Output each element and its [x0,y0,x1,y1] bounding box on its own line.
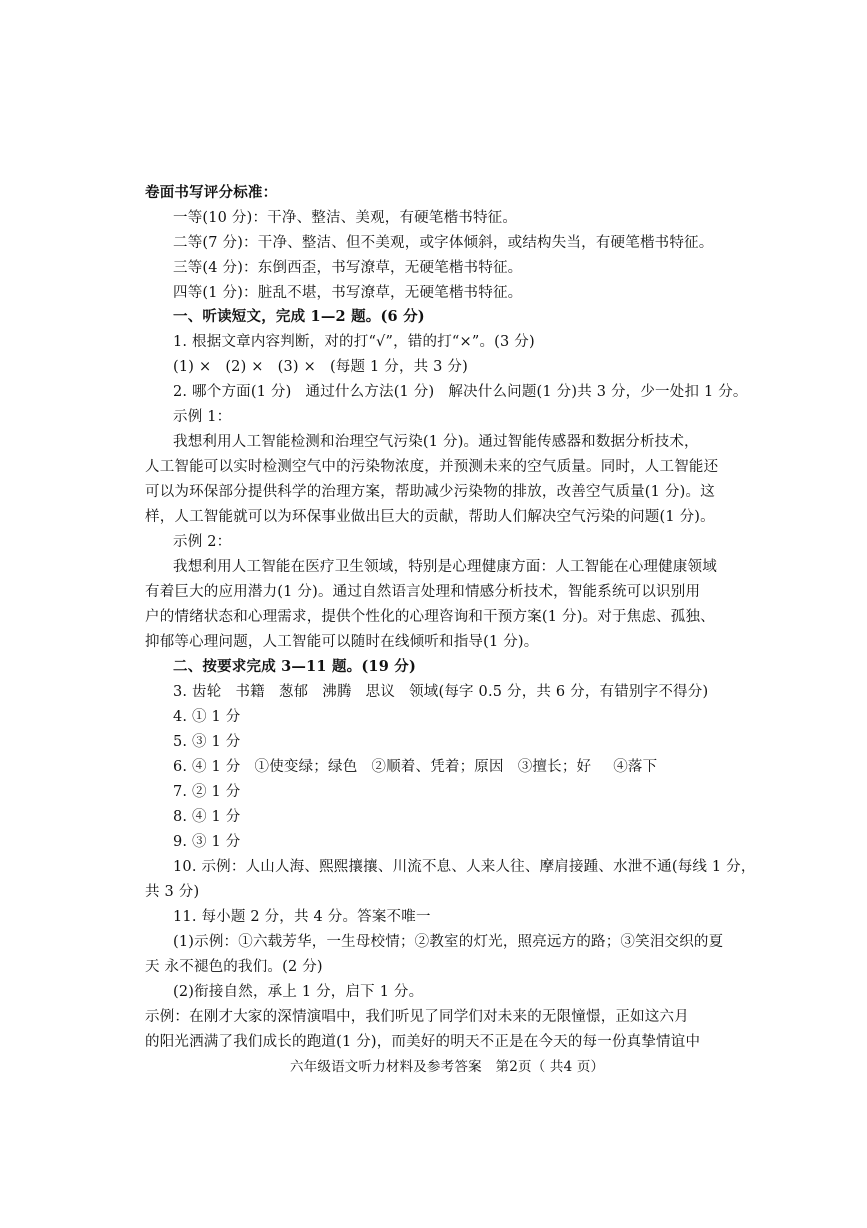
q6-part: ④落下 [613,759,658,775]
q1-answer-1: (1) × [173,359,212,375]
example1-line: 人工智能可以实时检测空气中的污染物浓度，并预测未来的空气质量。同时，人工智能还 [145,459,719,475]
example2-line: 有着巨大的应用潜力(1 分)。通过自然语言处理和情感分析技术，智能系统可以识别用 [145,584,701,600]
q10-answer-line: 共 3 分) [145,884,200,900]
q3-word: 书籍 [235,684,265,700]
q11-2-line: (2)衔接自然，承上 1 分，启下 1 分。 [173,984,424,1000]
grade-1: 一等(10 分)：干净、整洁、美观，有硬笔楷书特征。 [173,210,518,226]
section1-heading: 一、听读短文，完成 1—2 题。(6 分) [173,308,425,325]
q3-word: 沸腾 [322,684,352,700]
example2-line: 户的情绪状态和心理需求，提供个性化的心理咨询和干预方案(1 分)。对于焦虑、孤独、 [145,609,715,625]
section2-heading: 二、按要求完成 3—11 题。(19 分) [173,658,417,675]
q1-answer-3: (3) × [277,359,316,375]
example1-line: 我想利用人工智能检测和治理空气污染(1 分)。通过智能传感器和数据分析技术， [173,434,699,450]
q11-example-line: 的阳光洒满了我们成长的跑道(1 分)，而美好的明天不正是在今天的每一份真挚情谊中 [145,1034,701,1050]
q6-part: 6. ④ 1 分 [173,759,241,775]
q2-part-problem: 解决什么问题(1 分)共 3 分，少一处扣 1 分。 [448,384,748,400]
q1-answer-score: (每题 1 分，共 3 分) [329,359,468,375]
q1-answer [173,357,468,377]
q11-example-line: 示例：在刚才大家的深情演唱中，我们听见了同学们对未来的无限憧憬，正如这六月 [145,1009,689,1025]
q4-answer: 4. ① 1 分 [173,709,241,725]
q11-intro: 11. 每小题 2 分，共 4 分。答案不唯一 [173,909,431,925]
grade-4: 四等(1 分)：脏乱不堪，书写潦草，无硬笔楷书特征。 [173,285,523,301]
q2-part-aspect: 2. 哪个方面(1 分) [173,384,292,400]
q11-1-line: (1)示例：①六载芳华，一生母校情；②教室的灯光，照亮远方的路；③笑泪交织的夏 [173,934,724,950]
q8-answer: 8. ④ 1 分 [173,809,241,825]
q2-part-method: 通过什么方法(1 分) [305,384,435,400]
example2-label: 示例 2： [173,534,232,550]
q6-answer [173,757,657,777]
example2-line: 我想利用人工智能在医疗卫生领域，特别是心理健康方面：人工智能在心理健康领域 [173,559,717,575]
scoring-title: 卷面书写评分标准： [145,184,278,201]
q6-part: ③擅长；好 [517,759,592,775]
q7-answer: 7. ② 1 分 [173,784,241,800]
q5-answer: 5. ③ 1 分 [173,734,241,750]
q6-part: ①使变绿；绿色 [254,759,358,775]
q6-part: ②顺着、凭着；原因 [371,759,504,775]
example1-line: 可以为环保部分提供科学的治理方案，帮助减少污染物的排放，改善空气质量(1 分)。这 [145,484,715,500]
example2-line: 抑郁等心理问题，人工智能可以随时在线倾听和指导(1 分)。 [145,634,539,650]
q3-word: 思议 [365,684,396,700]
q11-1-line: 天 永不褪色的我们。(2 分) [145,959,323,975]
q1-prompt: 1. 根据文章内容判断，对的打“√”，错的打“×”。(3 分) [173,334,535,350]
q10-answer-line: 10. 示例：人山人海、熙熙攘攘、川流不息、人来人往、摩肩接踵、水泄不通(每线 1 分， [173,859,756,875]
q3-word: 葱郁 [278,684,309,700]
q2-prompt [173,382,748,402]
q3-word: 领域(每字 0.5 分，共 6 分，有错别字不得分) [409,684,709,700]
q3-word: 3. 齿轮 [173,684,222,700]
q1-answer-2: (2) × [225,359,264,375]
grade-3: 三等(4 分)：东倒西歪，书写潦草，无硬笔楷书特征。 [173,260,523,276]
q3-answer [173,682,708,702]
example1-line: 样，人工智能就可以为环保事业做出巨大的贡献，帮助人们解决空气污染的问题(1 分)。 [145,509,715,525]
example1-label: 示例 1： [173,409,232,425]
q9-answer: 9. ③ 1 分 [173,834,241,850]
page-footer: 六年级语文听力材料及参考答案 第2页（ 共4 页） [290,1059,605,1075]
grade-2: 二等(7 分)：干净、整洁、但不美观，或字体倾斜，或结构失当，有硬笔楷书特征。 [173,235,714,251]
